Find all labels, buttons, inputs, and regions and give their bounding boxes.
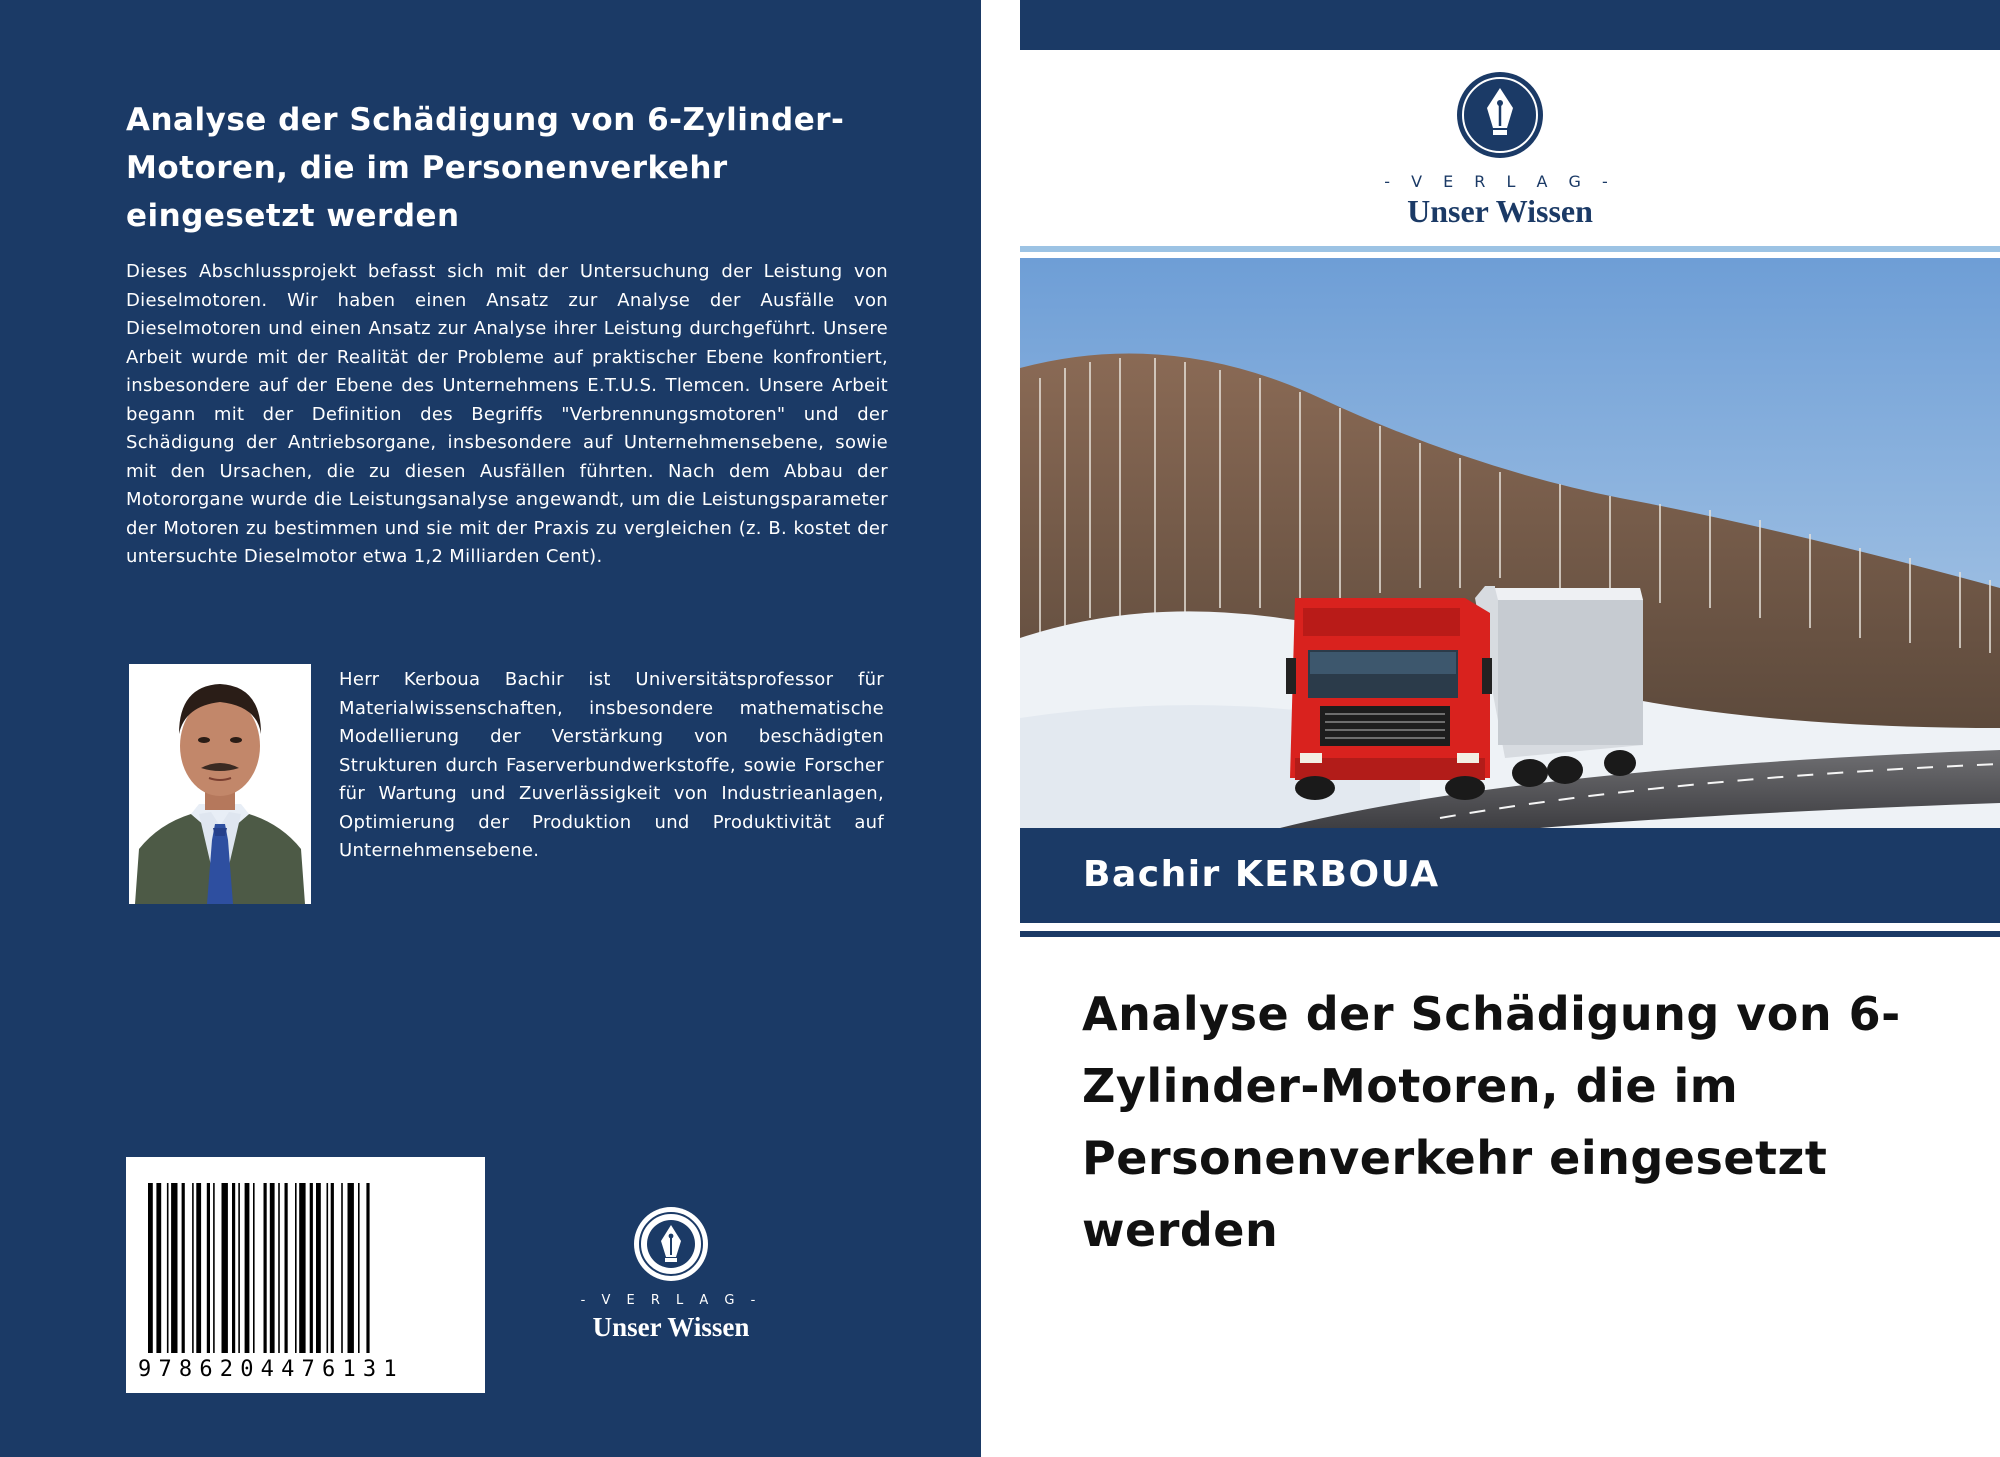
author-name: Bachir KERBOUA [1083,854,1440,895]
barcode-bar [366,1183,369,1353]
spine-gap [981,0,1020,1457]
barcode-bar [270,1183,275,1353]
barcode-bar [222,1183,228,1353]
barcode-bar [196,1183,201,1353]
barcode-bar [295,1183,297,1353]
barcode-bar [182,1183,185,1353]
barcode-bar [156,1183,161,1353]
barcode-bar [285,1183,288,1353]
front-top-bar [1020,0,2000,50]
front-publisher-logo [1020,70,1980,230]
back-cover [0,0,981,1457]
barcode-bar [316,1183,321,1353]
barcode-digits: 9786204476131 [138,1357,404,1382]
front-logo-verlag-text: - V E R L A G - [1384,172,1616,191]
author-portrait-image [129,664,311,904]
barcode-bar [278,1183,280,1353]
barcode-bar [327,1183,329,1353]
barcode-bar [348,1183,354,1353]
fountain-pen-nib-icon [1455,70,1545,160]
author-bio: Herr Kerboua Bachir ist Universitätsprofessor für Materialwissenschaften, insbesondere mathematische Modellierung der Verstärkung von beschädigten Strukturen durch Faserverbundwerkstoffe, sowie Forscher für Wartung und Zuverlässigkeit von Industrieanlagen, Optimierung der Produktion und Produktivität auf Unternehmensebene. [339,669,884,861]
back-logo-verlag-text: - V E R L A G - [580,1293,762,1308]
barcode-bar [232,1183,235,1353]
barcode-bar [238,1183,240,1353]
barcode-bar [358,1183,360,1353]
fountain-pen-nib-icon [632,1205,710,1283]
barcode-bar [207,1183,210,1353]
author-photo [129,664,311,904]
front-logo-wordmark: Unser Wissen [1407,193,1593,229]
back-cover-title: Analyse der Schädigung von 6-Zylinder-Motoren, die im Personenverkehr eingesetzt werden [126,102,845,234]
barcode-bar [310,1183,313,1353]
truck-on-snowy-road-image [1020,258,2000,828]
barcode-bar [331,1183,334,1353]
back-logo-wordmark: Unser Wissen [592,1312,750,1342]
barcode-bar [341,1183,343,1353]
barcode-bar [192,1183,194,1353]
front-cover [1020,0,2000,1457]
cover-photo [1020,258,2000,828]
barcode-bar [213,1183,215,1353]
barcode-bar [253,1183,255,1353]
isbn-barcode [126,1157,485,1393]
barcode-bar [148,1183,153,1353]
barcode-bars [126,1157,485,1362]
front-cover-title: Analyse der Schädigung von 6-Zylinder-Motoren, die im Personenverkehr eingesetzt werden [1082,987,1901,1257]
light-blue-rule [1020,246,2000,252]
barcode-bar [245,1183,250,1353]
barcode-bar [171,1183,177,1353]
book-blurb: Dieses Abschlussprojekt befasst sich mit der Untersuchung der Leistung von Dieselmotoren. Wir haben einen Ansatz zur Analyse der Ausfälle von Dieselmotoren und einen Ansatz zur Analyse ihrer Leistung durchgeführt. Unsere Arbeit wurde mit der Realität der Probleme auf praktischer Ebene konfrontiert, insbesondere auf der Ebene des Unternehmens E.T.U.S. Tlemcen. Unsere Arbeit begann mit der Definition des Begriffs "Verbrennungsmotoren" und der Schädigung der Antriebsorgane, insbesondere auf Unternehmensebene, sowie mit den Ursachen, die zu diesen Ausfällen führten. Nach dem Abbau der Motororgane wurde die Leistungsanalyse angewandt, um die Leistungsparameter der Motoren zu bestimmen und sie mit der Praxis zu vergleichen (z. B. kostet der untersuchte Dieselmotor etwa 1,2 Milliarden Cent). [126,261,888,567]
barcode-bar [299,1183,305,1353]
barcode-bar [264,1183,267,1353]
navy-rule [1020,931,2000,937]
barcode-bar [167,1183,169,1353]
author-band [1020,828,2000,923]
back-publisher-logo [578,1205,764,1343]
